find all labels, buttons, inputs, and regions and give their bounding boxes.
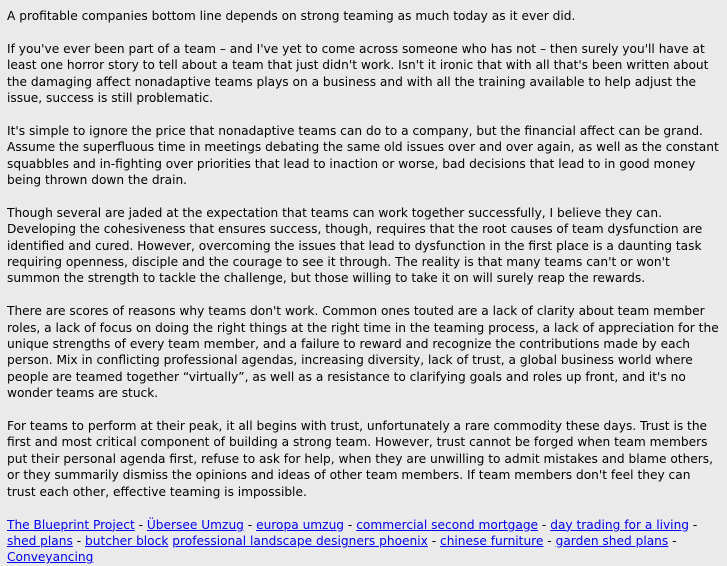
link-separator: - [668,533,677,548]
article-paragraph: For teams to perform at their peak, it all begins with trust, unfortunately a rare commodity these days. Trust is the first and most critical component of building a strong team. However, trust cannot be forged when team members put their personal agenda first, refuse to ask for help, when they are unwilling to admit mistakes and blame others, or they summarily dismiss the opinions and ideas of other team members. If team members don't feel they can trust each other, effective teaming is impossible. [7,419,714,499]
article-paragraph: It's simple to ignore the price that nonadaptive teams can do to a company, but the financial affect can be grand. Assume the superfluous time in meetings debating the same old issues over and over again, as well as the constant squabbles and in-fighting over priorities that lead to inaction or worse, bad decisions that lead to in good money being thrown down the drain. [7,123,719,188]
link-separator: - [134,517,147,532]
article-paragraph: A profitable companies bottom line depends on strong teaming as much today as it ever did. [7,9,576,23]
footer-link-uebersee-umzug[interactable]: Übersee Umzug [146,517,244,532]
link-separator: - [689,517,698,532]
link-separator: - [72,533,86,548]
footer-link-shed-plans[interactable]: shed plans [7,533,73,548]
link-separator: - [538,517,551,532]
link-separator: - [543,533,556,548]
link-separator: - [243,517,257,532]
footer-link-commercial-second-mortgage[interactable]: commercial second mortgage [356,517,539,532]
footer-link-garden-shed-plans[interactable]: garden shed plans [555,533,669,548]
footer-link-conveyancing[interactable]: Conveyancing [7,550,94,565]
footer-link-landscape-designers[interactable]: professional landscape designers phoenix [172,533,428,548]
footer-link-butcher-block[interactable]: butcher block [85,533,169,548]
article-paragraph: Though several are jaded at the expectation that teams can work together successfully, I believe they can. Developing the cohesiveness that ensures success, though, requires that the root causes of team dysfunction are identified and cured. However, overcoming the issues that lead to dysfunction in the first place is a daunting task requiring openness, disciple and the courage to see it through. The reality is that many teams can't or won't summon the strength to tackle the challenge, but those willing to take it on will surely reap the rewards. [7,205,703,286]
footer-links [7,517,719,566]
footer-link-europa-umzug[interactable]: europa umzug [256,517,345,532]
footer-link-day-trading[interactable]: day trading for a living [550,517,690,532]
article-paragraph: There are scores of reasons why teams don't work. Common ones touted are a lack of clarity about team member roles, a lack of focus on doing the right things at the right time in the teaming process, a lack of appreciation for the unique strengths of every team member, and a failure to reward and recognize the contributions made by each person. Mix in conflicting professional agendas, increasing diversity, lack of trust, a global business world where people are teamed together “virtually”, as well as a resistance to clarifying goals and roles up front, and it's no wonder teams are stuck. [7,304,719,401]
footer-link-blueprint-project[interactable]: The Blueprint Project [7,517,135,532]
link-separator: - [344,517,357,532]
article-paragraph: If you've ever been part of a team – and I've yet to come across someone who has not – then surely you'll have at least one horror story to tell about a team that just didn't work. Isn't it ironic that with all that's been written about the damaging affect nonadaptive teams plays on a business and with all the training available to help adjust the issue, success is still problematic. [7,41,709,106]
footer-link-chinese-furniture[interactable]: chinese furniture [440,533,544,548]
link-separator: - [427,533,440,548]
